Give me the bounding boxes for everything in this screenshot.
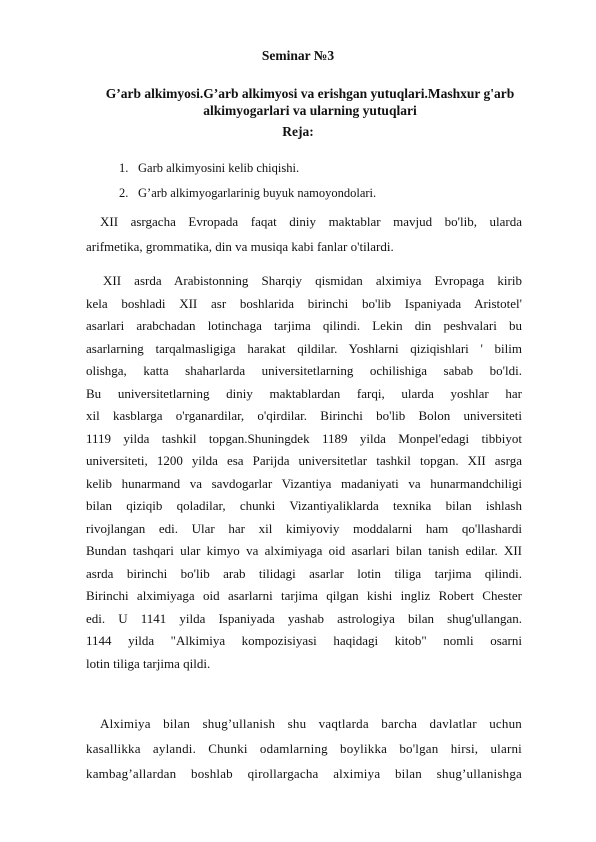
text-line: Birinchi alximiyaga oid asarlarni tarjima qilgan kishi ingliz Robert Chester xyxy=(86,588,522,603)
text-line: asarlarning tarqalmasligiga harakat qildilar. Yoshlarni qiziqishlari ' bilim xyxy=(86,340,522,356)
text-line: kambag’allardan boshlab qirollargacha alximiya bilan shug’ullanishga xyxy=(86,766,522,781)
text-line: Alximiya bilan shug’ullanish shu vaqtlarda barcha davlatlar uchun xyxy=(100,716,522,731)
text-line: asarlari arabchadan lotinchaga tarjima qilindi. Lekin din peshvalari bu xyxy=(86,318,522,333)
paragraph-history xyxy=(86,270,522,675)
text-line: XII asrda Arabistonning Sharqiy qismidan alximiya Evropaga kirib xyxy=(103,273,522,288)
seminar-title: Seminar №3 xyxy=(261,48,335,63)
text-line: olishga, katta shaharlarda universitetlarning ochilishiga sabab bo'ldi. xyxy=(86,363,522,378)
text-line: arifmetika, grommatika, din va musiqa kabi fanlar o'tilardi. xyxy=(86,239,394,254)
plan-item-number: 2. xyxy=(119,186,129,200)
text-line: kelib hunarmand va savdogarlar Vizantiya madaniyati va hunarmandchiligi xyxy=(86,475,522,491)
text-line: asrda birinchi bo'lib arab tilidagi asarlar lotin tiliga tarjima qilindi. xyxy=(86,565,522,581)
plan-item-text: Garb alkimyosini kelib chiqishi. xyxy=(138,161,300,175)
text-line: lotin tiliga tarjima qildi. xyxy=(86,655,211,671)
text-line: xil kasblarga o'rganardilar, o'qirdilar. Birinchi bo'lib Bolon universiteti xyxy=(86,408,522,423)
text-line: kela boshladi XII asr boshlarida birinchi bo'lib Ispaniyada Aristotel' xyxy=(86,295,522,311)
text-line: 1144 yilda "Alkimiya kompozisiyasi haqidagi kitob" nomli osarni xyxy=(86,633,522,648)
text-line: universiteti, 1200 yilda esa Parijda universitetlar tashkil topgan. XII asrga xyxy=(86,453,522,468)
text-line: 1119 yilda tashkil topgan.Shuningdek 1189 yilda Monpel'edagi tibbiyot xyxy=(86,430,522,446)
plan-item-number: 1. xyxy=(119,161,129,175)
plan-heading: Reja: xyxy=(282,124,314,139)
text-line: Bu universitetlarning diniy maktablardan farqi, ularda yoshlar har xyxy=(86,385,522,401)
text-line: edi. U 1141 yilda Ispaniyada yashab astrologiya bilan shug'ullangan. xyxy=(86,610,522,626)
text-line: kasallikka aylandi. Chunki odamlarning boylikka bo'lgan hirsi, ularni xyxy=(86,741,522,756)
text-line: bilan qiziqib qoladilar, chunki Vizantiyaliklarda texnika bilan ishlash xyxy=(86,498,522,513)
text-line: rivojlangan edi. Ular har xil kimiyoviy moddalarni ham qo'llashardi xyxy=(86,520,522,536)
plan-item xyxy=(119,185,376,201)
plan-item-text: G’arb alkimyogarlarinig buyuk namoyondolari. xyxy=(138,186,377,200)
topic-title: G’arb alkimyosi.G’arb alkimyosi va erishgan yutuqlari.Mashxur g'arb alkimyogarlari va ularning yutuqlari xyxy=(105,86,515,118)
text-line: Bundan tashqari ular kimyo va alximiyaga oid asarlari bilan tanish edilar. XII xyxy=(86,543,522,558)
paragraph-alchemy-spread xyxy=(86,711,522,786)
paragraph-intro xyxy=(86,209,522,259)
plan-item xyxy=(119,160,299,176)
text-line: XII asrgacha Evropada faqat diniy maktablar mavjud bo'lib, ularda xyxy=(100,214,522,229)
